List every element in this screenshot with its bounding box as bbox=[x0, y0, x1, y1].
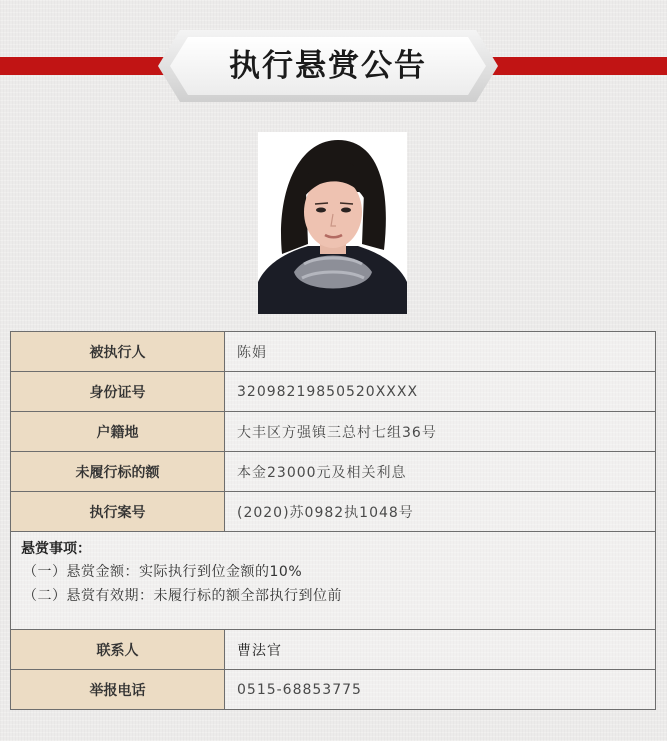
debtor-info-table bbox=[10, 331, 656, 710]
residence-value: 大丰区方强镇三总村七组36号 bbox=[225, 412, 656, 452]
table-row bbox=[11, 630, 656, 670]
table-row bbox=[11, 412, 656, 452]
table-row bbox=[11, 332, 656, 372]
name-value: 陈娟 bbox=[225, 332, 656, 372]
id-number-value: 32098219850520XXXX bbox=[225, 372, 656, 412]
table-row bbox=[11, 670, 656, 710]
page-title: 执行悬赏公告 bbox=[229, 48, 427, 84]
table-row bbox=[11, 532, 656, 630]
reward-terms-cell bbox=[11, 532, 656, 630]
reward-terms-title: 悬赏事项： bbox=[21, 541, 91, 557]
table-row bbox=[11, 372, 656, 412]
name-label: 被执行人 bbox=[11, 332, 225, 372]
id-number-label: 身份证号 bbox=[11, 372, 225, 412]
report-phone-value: 0515-68853775 bbox=[225, 670, 656, 710]
portrait-photo bbox=[258, 132, 407, 314]
reward-validity-item: （二）悬赏有效期：未履行标的额全部执行到位前 bbox=[23, 588, 342, 604]
case-number-label: 执行案号 bbox=[11, 492, 225, 532]
report-phone-label: 举报电话 bbox=[11, 670, 225, 710]
contact-person-label: 联系人 bbox=[11, 630, 225, 670]
table-row bbox=[11, 452, 656, 492]
residence-label: 户籍地 bbox=[11, 412, 225, 452]
outstanding-amount-value: 本金23000元及相关利息 bbox=[225, 452, 656, 492]
table-row bbox=[11, 492, 656, 532]
contact-person-value: 曹法官 bbox=[225, 630, 656, 670]
case-number-value: (2020)苏0982执1048号 bbox=[225, 492, 656, 532]
person-portrait-icon bbox=[258, 132, 407, 314]
outstanding-amount-label: 未履行标的额 bbox=[11, 452, 225, 492]
reward-amount-item: （一）悬赏金额：实际执行到位金额的10% bbox=[23, 564, 303, 580]
